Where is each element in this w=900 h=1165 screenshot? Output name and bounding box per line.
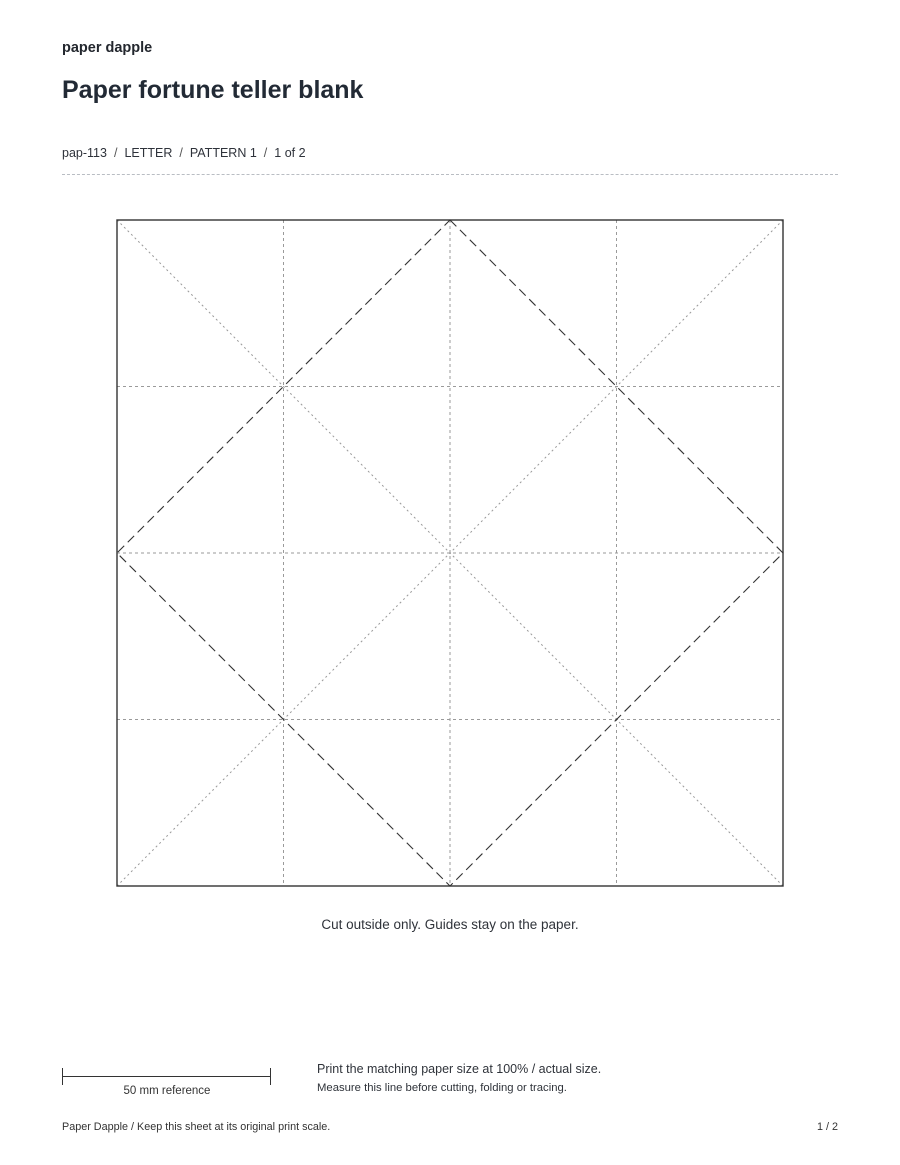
guide-lines xyxy=(117,220,783,886)
breadcrumb-separator: / xyxy=(113,146,118,160)
header-divider xyxy=(62,174,838,175)
breadcrumb-item-code: pap-113 xyxy=(62,146,107,160)
print-instruction: Print the matching paper size at 100% / actual size. xyxy=(317,1062,602,1076)
scale-bar-line xyxy=(62,1076,271,1077)
scale-bar-left-tick xyxy=(62,1068,63,1085)
breadcrumb-separator: / xyxy=(179,146,183,160)
scale-reference-bar xyxy=(62,1068,272,1086)
breadcrumb-item-paper-size: LETTER xyxy=(124,146,173,160)
breadcrumb-item-page: 1 of 2 xyxy=(274,146,306,160)
brand-name: paper dapple xyxy=(62,40,153,56)
breadcrumb xyxy=(62,146,306,160)
breadcrumb-item-pattern: PATTERN 1 xyxy=(189,146,257,160)
scale-bar-right-tick xyxy=(270,1068,271,1085)
scale-reference-label: 50 mm reference xyxy=(123,1085,211,1097)
fortune-teller-pattern xyxy=(110,214,790,894)
measure-instruction: Measure this line before cutting, folding or tracing. xyxy=(317,1082,567,1094)
page-title: Paper fortune teller blank xyxy=(62,76,364,104)
page-number: 1 / 2 xyxy=(816,1121,838,1133)
breadcrumb-separator: / xyxy=(263,146,268,160)
footer-note: Paper Dapple / Keep this sheet at its original print scale. xyxy=(62,1121,331,1133)
pattern-caption: Cut outside only. Guides stay on the paper. xyxy=(321,917,579,932)
